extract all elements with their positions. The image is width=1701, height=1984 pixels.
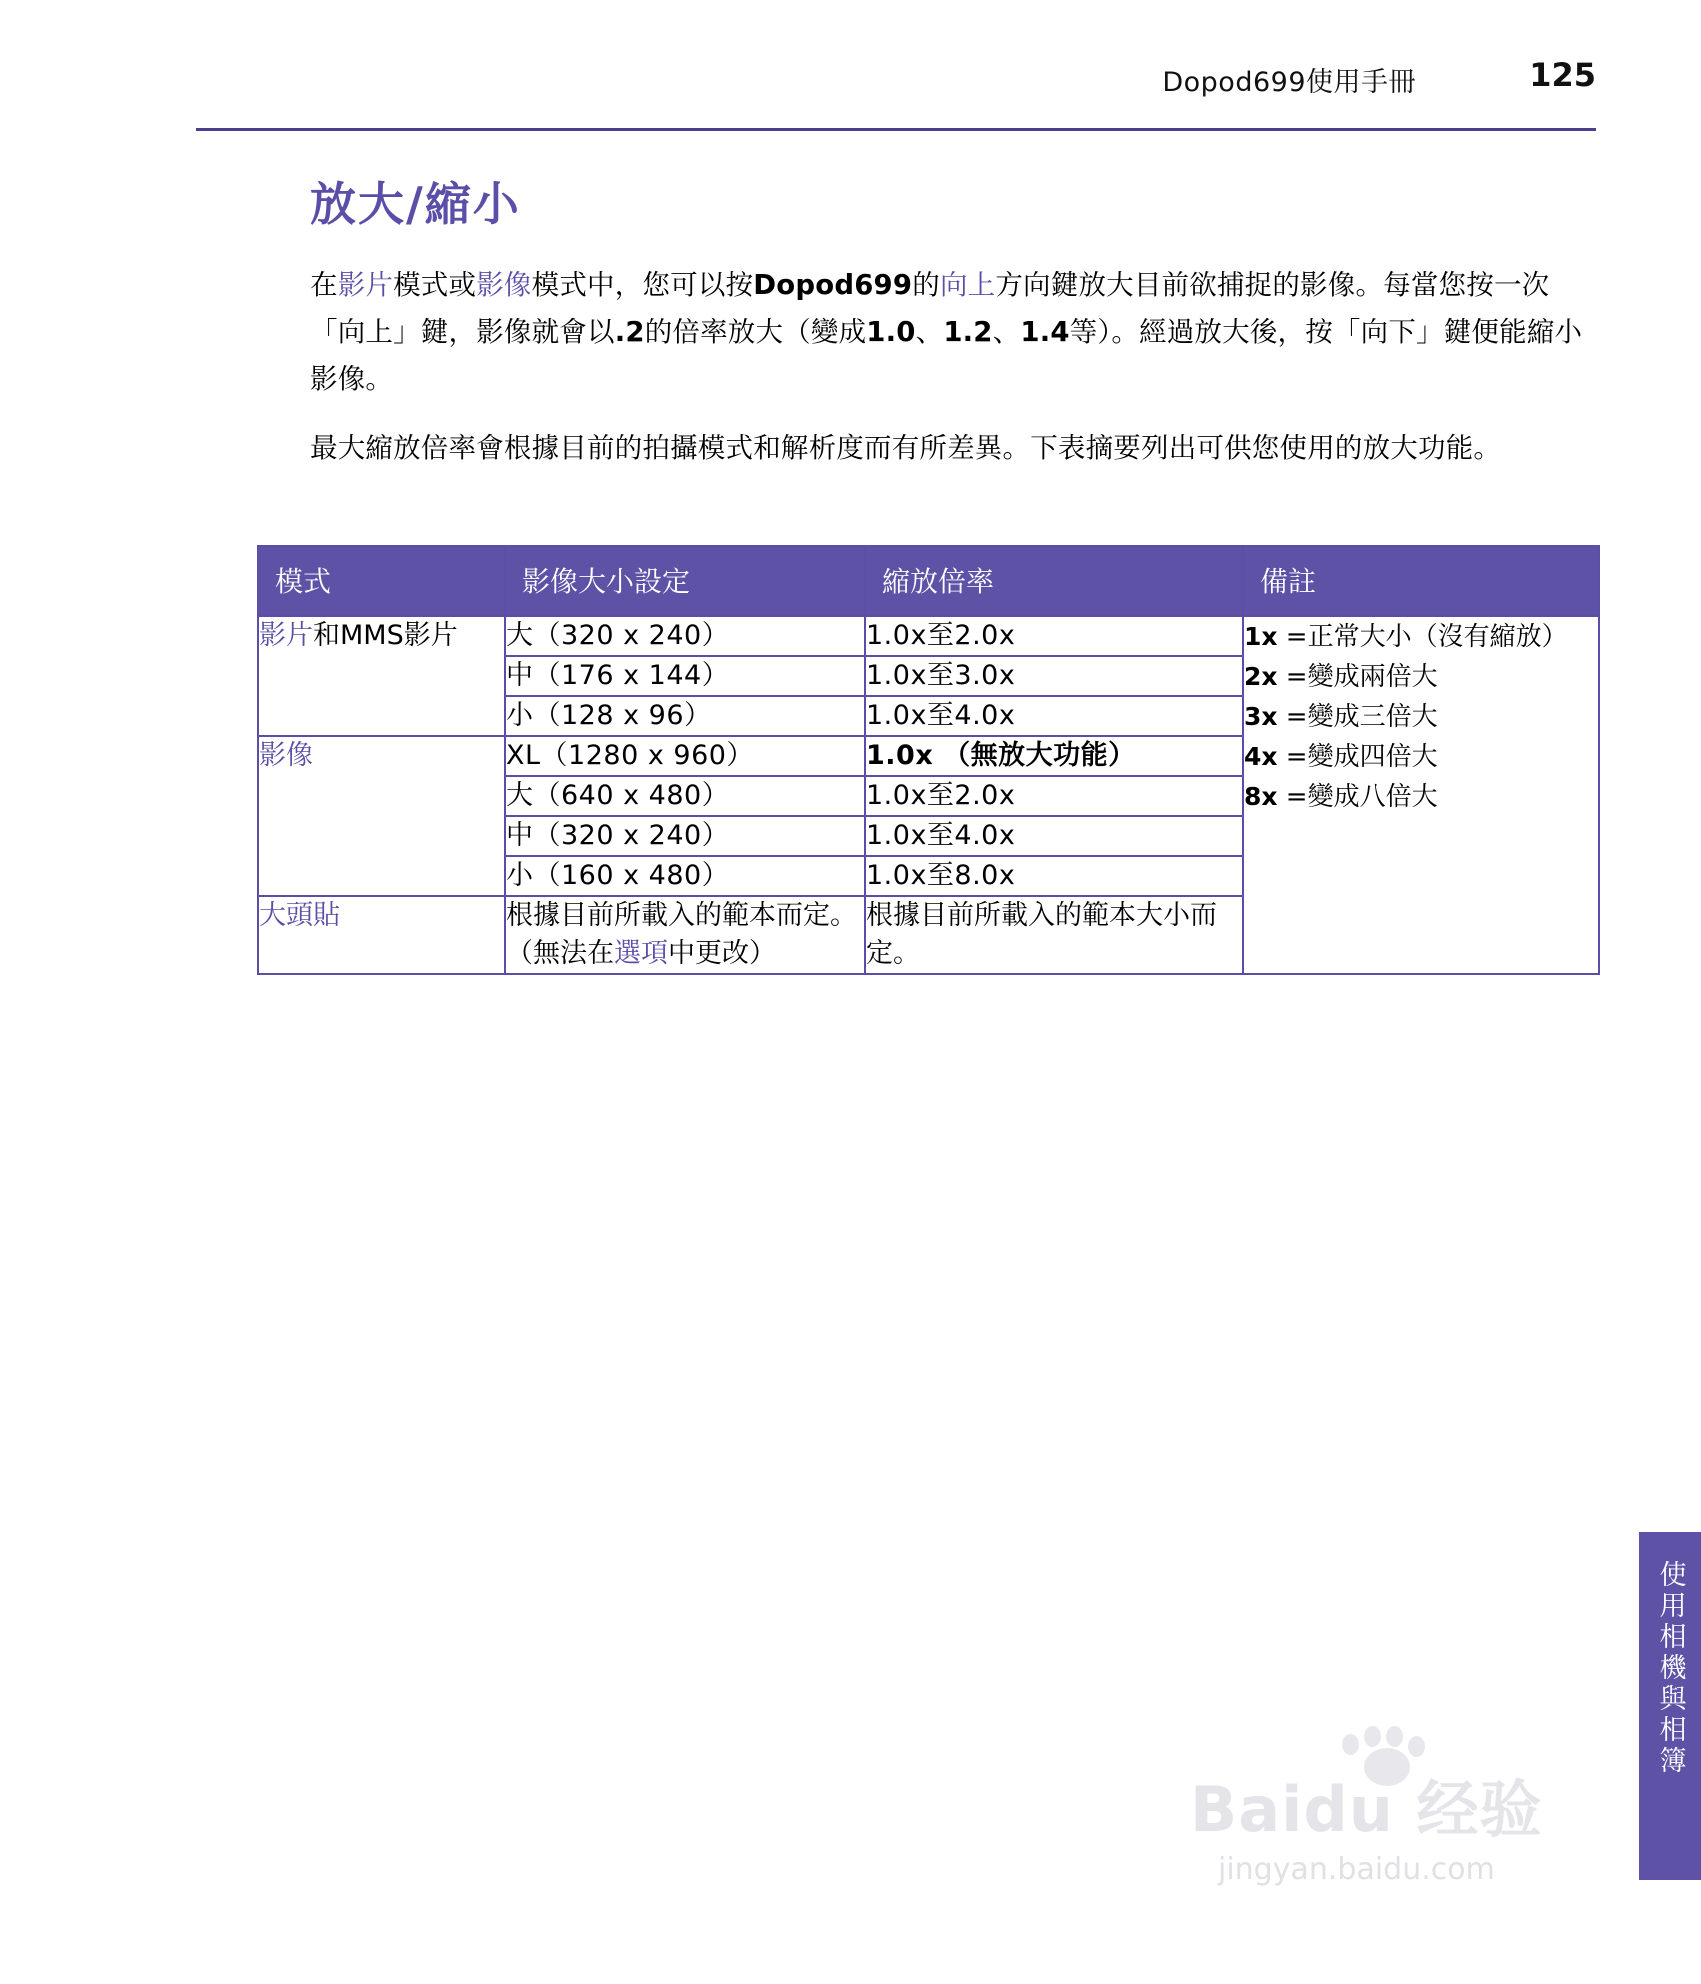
th-mode: 模式 bbox=[258, 546, 505, 616]
header-divider bbox=[196, 128, 1596, 131]
note-item: 8x =變成八倍大 bbox=[1244, 782, 1438, 812]
mode-image-accent: 影像 bbox=[259, 740, 313, 771]
p1-seg9: 等）。經過放大後，按「向下」鍵便能縮小影像。 bbox=[310, 316, 1583, 395]
sticker-size-seg2: 中更改） bbox=[668, 938, 776, 969]
cell-zoom: 1.0x至2.0x bbox=[865, 616, 1243, 656]
p1-bold-model: Dopod699 bbox=[753, 269, 913, 301]
mode-sticker-accent: 大頭貼 bbox=[259, 900, 340, 931]
page-header bbox=[196, 56, 1596, 120]
note-item: 2x =變成兩倍大 bbox=[1244, 662, 1438, 692]
cell-size: 小（128 x 96） bbox=[505, 696, 865, 736]
cell-size: 小（160 x 480） bbox=[505, 856, 865, 896]
th-notes: 備註 bbox=[1243, 546, 1599, 616]
manual-title: Dopod699使用手冊 bbox=[1162, 67, 1416, 98]
p1-seg1: 在 bbox=[310, 269, 338, 301]
paragraph-1 bbox=[310, 262, 1595, 403]
cell-zoom: 1.0x至8.0x bbox=[865, 856, 1243, 896]
cell-size: 中（320 x 240） bbox=[505, 816, 865, 856]
paw-icon bbox=[1338, 1726, 1428, 1796]
cell-size: 中（176 x 144） bbox=[505, 656, 865, 696]
sticker-size-keyword: 選項 bbox=[614, 938, 668, 969]
cell-zoom: 1.0x至4.0x bbox=[865, 816, 1243, 856]
cell-mode-video bbox=[258, 616, 505, 736]
watermark-text: Baidu 经验 bbox=[1190, 1773, 1543, 1846]
cell-size: XL（1280 x 960） bbox=[505, 736, 865, 776]
p1-keyword-video: 影片 bbox=[337, 269, 394, 301]
page-number: 125 bbox=[1529, 56, 1596, 94]
p1-seg3: 模式中，您可以按 bbox=[531, 269, 754, 301]
chapter-side-tab bbox=[1639, 1532, 1701, 1880]
p1-seg5: 方向鍵放大目前欲捕捉的影像。每當您按一次「向上」鍵，影像就會以 bbox=[310, 269, 1550, 348]
section-title: 放大/縮小 bbox=[310, 177, 521, 231]
p1-seg7: 、 bbox=[915, 316, 944, 348]
p1-keyword-image: 影像 bbox=[476, 269, 532, 301]
paragraph-2: 最大縮放倍率會根據目前的拍攝模式和解析度而有所差異。下表摘要列出可供您使用的放大功能。 bbox=[310, 432, 1502, 464]
p1-seg4: 的 bbox=[912, 269, 940, 301]
note-item: 3x =變成三倍大 bbox=[1244, 702, 1438, 732]
th-zoom: 縮放倍率 bbox=[865, 546, 1243, 616]
p1-bold-10: 1.0 bbox=[866, 316, 916, 348]
watermark bbox=[1190, 1760, 1610, 1920]
zoom-capability-table bbox=[257, 545, 1600, 975]
table-header-row bbox=[258, 546, 1599, 616]
cell-size: 大（320 x 240） bbox=[505, 616, 865, 656]
mode-video-accent: 影片 bbox=[259, 620, 313, 651]
cell-notes bbox=[1243, 616, 1599, 974]
cell-mode-image bbox=[258, 736, 505, 896]
note-item: 4x =變成四倍大 bbox=[1244, 742, 1438, 772]
chapter-side-tab-label: 使用相機與相簿 bbox=[1654, 1560, 1686, 1777]
p1-seg6: 的倍率放大（變成 bbox=[644, 316, 867, 348]
note-item: 1x =正常大小（沒有縮放） bbox=[1244, 622, 1568, 652]
p1-seg2: 模式或 bbox=[393, 269, 477, 301]
p1-seg8: 、 bbox=[992, 316, 1021, 348]
cell-zoom: 1.0x至2.0x bbox=[865, 776, 1243, 816]
th-size: 影像大小設定 bbox=[505, 546, 865, 616]
cell-zoom: 1.0x至4.0x bbox=[865, 696, 1243, 736]
cell-zoom-sticker: 根據目前所載入的範本大小而定。 bbox=[865, 896, 1243, 974]
p1-keyword-up: 向上 bbox=[939, 269, 996, 301]
mode-video-plain: 和MMS影片 bbox=[313, 620, 458, 651]
p1-bold-step: .2 bbox=[614, 316, 645, 348]
cell-size: 大（640 x 480） bbox=[505, 776, 865, 816]
p1-bold-14: 1.4 bbox=[1020, 316, 1070, 348]
watermark-url: jingyan.baidu.com bbox=[1218, 1852, 1495, 1887]
cell-size-sticker bbox=[505, 896, 865, 974]
cell-mode-sticker bbox=[258, 896, 505, 974]
cell-zoom: 1.0x至3.0x bbox=[865, 656, 1243, 696]
cell-zoom: 1.0x （無放大功能） bbox=[865, 736, 1243, 776]
sticker-size-seg1: 根據目前所載入的範本而定。（無法在 bbox=[506, 900, 857, 969]
table-row bbox=[258, 616, 1599, 656]
p1-bold-12: 1.2 bbox=[943, 316, 993, 348]
